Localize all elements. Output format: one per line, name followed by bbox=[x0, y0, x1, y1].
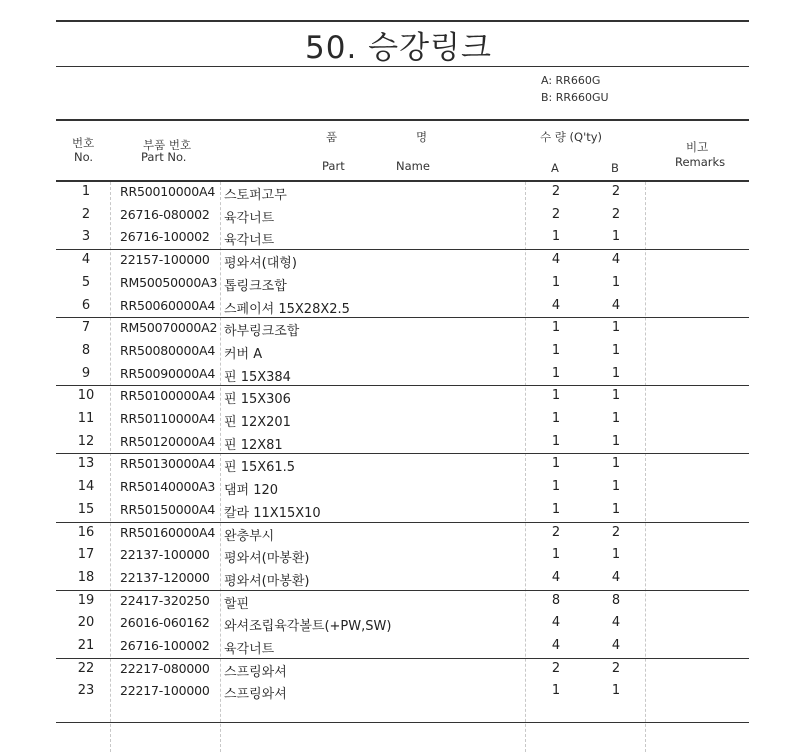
row-number: 6 bbox=[81, 297, 91, 313]
table-row bbox=[56, 499, 747, 522]
row-qty-a: 2 bbox=[551, 184, 561, 199]
row-number: 5 bbox=[81, 274, 91, 290]
row-qty-b: 4 bbox=[611, 638, 621, 653]
row-part-number: RR50080000A4 bbox=[120, 342, 216, 358]
row-part-number: RR50090000A4 bbox=[120, 365, 216, 381]
row-qty-a: 4 bbox=[551, 638, 561, 653]
row-number: 1 bbox=[81, 184, 91, 199]
table-row bbox=[56, 295, 747, 318]
row-qty-b: 1 bbox=[611, 320, 621, 336]
header-remarks-en: Remarks bbox=[675, 155, 726, 169]
row-qty-a: 1 bbox=[551, 683, 561, 699]
table-row bbox=[56, 181, 747, 204]
table-row bbox=[56, 635, 747, 658]
row-number: 8 bbox=[81, 342, 91, 358]
row-qty-b: 2 bbox=[611, 524, 621, 540]
row-qty-b: 1 bbox=[611, 274, 621, 290]
row-part-name: 핀 12X201 bbox=[224, 415, 291, 430]
row-number: 11 bbox=[77, 411, 95, 426]
row-part-name: 톱링크조합 bbox=[224, 278, 287, 294]
row-number: 22 bbox=[77, 660, 95, 676]
header-remarks-ko: 비고 bbox=[686, 140, 709, 154]
row-part-name: 칼라 11X15X10 bbox=[224, 505, 321, 521]
row-qty-a: 1 bbox=[551, 365, 561, 381]
row-part-number: 26716-080002 bbox=[120, 206, 210, 222]
row-qty-b: 4 bbox=[611, 569, 621, 585]
row-part-number: 22417-320250 bbox=[120, 592, 210, 608]
row-qty-a: 1 bbox=[551, 388, 561, 404]
row-qty-b: 4 bbox=[611, 252, 621, 268]
row-part-name: 커버 A bbox=[224, 346, 263, 362]
row-qty-b: 1 bbox=[611, 479, 621, 495]
row-qty-b: 1 bbox=[611, 456, 621, 472]
row-qty-b: 4 bbox=[611, 297, 621, 313]
model-legend bbox=[541, 72, 609, 106]
row-number: 10 bbox=[77, 388, 95, 404]
row-part-name: 육각너트 bbox=[224, 233, 275, 249]
row-part-number: 26016-060162 bbox=[120, 615, 210, 631]
row-qty-a: 4 bbox=[551, 297, 561, 313]
row-part-name: 하부링크조합 bbox=[224, 324, 300, 340]
table-row bbox=[56, 431, 747, 454]
header-qty-b: B bbox=[611, 161, 619, 175]
row-part-number: RR50140000A3 bbox=[120, 479, 216, 495]
row-part-number: 22217-100000 bbox=[120, 683, 210, 699]
header-partno-en: Part No. bbox=[141, 150, 187, 164]
row-qty-b: 8 bbox=[611, 592, 621, 608]
row-number: 17 bbox=[77, 547, 95, 563]
table-row bbox=[56, 317, 747, 340]
row-qty-a: 1 bbox=[551, 456, 561, 472]
table-row bbox=[56, 453, 747, 476]
header-top-rule bbox=[56, 119, 749, 121]
row-part-number: RR50110000A4 bbox=[120, 411, 216, 426]
row-number: 19 bbox=[77, 592, 95, 608]
row-qty-b: 2 bbox=[611, 660, 621, 676]
row-part-number: 22157-100000 bbox=[120, 252, 210, 268]
row-part-name: 핀 15X384 bbox=[224, 369, 291, 385]
row-qty-b: 1 bbox=[611, 501, 621, 517]
row-number: 9 bbox=[81, 365, 91, 381]
row-qty-b: 2 bbox=[611, 206, 621, 222]
row-part-name: 평와셔(마봉환) bbox=[224, 551, 310, 567]
row-qty-a: 1 bbox=[551, 320, 561, 336]
row-number: 20 bbox=[77, 615, 95, 631]
row-part-number: RR50120000A4 bbox=[120, 433, 216, 449]
row-part-name: 육각너트 bbox=[224, 210, 275, 226]
row-qty-b: 1 bbox=[611, 388, 621, 404]
row-part-name: 평와셔(마봉환) bbox=[224, 573, 310, 589]
page-title: 50. 승강링크 bbox=[305, 30, 492, 66]
row-part-number: RR50130000A4 bbox=[120, 456, 216, 472]
row-number: 7 bbox=[81, 320, 91, 336]
row-part-number: 22137-100000 bbox=[120, 547, 210, 563]
header-name-en-2: Name bbox=[396, 159, 430, 173]
row-part-name: 핀 12X81 bbox=[224, 437, 283, 453]
row-qty-b: 1 bbox=[611, 547, 621, 563]
row-qty-a: 1 bbox=[551, 411, 561, 426]
table-row bbox=[56, 590, 747, 613]
row-part-name: 할핀 bbox=[224, 596, 250, 612]
header-name-en-1: Part bbox=[322, 159, 345, 173]
table-row bbox=[56, 226, 747, 249]
row-qty-a: 1 bbox=[551, 342, 561, 358]
row-qty-b: 1 bbox=[611, 683, 621, 699]
row-qty-b: 2 bbox=[611, 184, 621, 199]
row-number: 23 bbox=[77, 683, 95, 699]
row-part-number: 26716-100002 bbox=[120, 229, 210, 245]
row-part-number: 26716-100002 bbox=[120, 638, 210, 653]
row-qty-b: 1 bbox=[611, 342, 621, 358]
row-number: 4 bbox=[81, 252, 91, 268]
row-number: 16 bbox=[77, 524, 95, 540]
header-qty: 수 량 (Q'ty) bbox=[540, 130, 603, 144]
title-underline bbox=[56, 66, 749, 67]
table-row bbox=[56, 476, 747, 499]
row-qty-a: 1 bbox=[551, 547, 561, 563]
row-qty-b: 1 bbox=[611, 365, 621, 381]
row-qty-a: 4 bbox=[551, 252, 561, 268]
table-row bbox=[56, 522, 747, 545]
row-number: 14 bbox=[77, 479, 95, 495]
row-qty-a: 2 bbox=[551, 660, 561, 676]
model-a: A: RR660G bbox=[541, 74, 601, 87]
header-no-en: No. bbox=[74, 150, 94, 164]
table-bottom-rule bbox=[56, 722, 749, 723]
table-row bbox=[56, 204, 747, 227]
row-qty-a: 1 bbox=[551, 274, 561, 290]
table-row bbox=[56, 363, 747, 386]
row-part-number: 22137-120000 bbox=[120, 569, 210, 585]
table-row bbox=[56, 612, 747, 635]
row-number: 13 bbox=[77, 456, 95, 472]
row-part-name: 완충부시 bbox=[224, 528, 275, 544]
row-part-name: 스프링와셔 bbox=[224, 664, 287, 680]
row-qty-a: 1 bbox=[551, 433, 561, 449]
table-row bbox=[56, 567, 747, 590]
row-qty-a: 2 bbox=[551, 524, 561, 540]
row-number: 3 bbox=[81, 229, 91, 245]
row-qty-b: 4 bbox=[611, 615, 621, 631]
row-qty-b: 1 bbox=[611, 229, 621, 245]
table-row bbox=[56, 658, 747, 681]
row-number: 18 bbox=[77, 569, 95, 585]
row-part-name: 핀 15X306 bbox=[224, 392, 291, 408]
row-part-name: 육각너트 bbox=[224, 642, 275, 657]
row-part-number: RR50100000A4 bbox=[120, 388, 216, 404]
row-part-number: RR50060000A4 bbox=[120, 297, 216, 313]
row-qty-b: 1 bbox=[611, 433, 621, 449]
table-row bbox=[56, 408, 747, 431]
row-part-name: 와셔조립육각볼트(+PW,SW) bbox=[224, 619, 392, 635]
row-number: 2 bbox=[81, 206, 91, 222]
row-part-name: 댐퍼 120 bbox=[224, 483, 279, 499]
row-qty-a: 1 bbox=[551, 229, 561, 245]
row-part-name: 스페이셔 15X28X2.5 bbox=[224, 301, 350, 317]
row-qty-a: 2 bbox=[551, 206, 561, 222]
row-part-number: RR50150000A4 bbox=[120, 501, 216, 517]
model-b: B: RR660GU bbox=[541, 91, 609, 104]
table-row bbox=[56, 272, 747, 295]
row-part-number: RM50050000A3 bbox=[120, 274, 218, 290]
row-part-number: RR50160000A4 bbox=[120, 524, 216, 540]
row-qty-b: 1 bbox=[611, 411, 621, 426]
header-name-ko-2: 명 bbox=[416, 130, 428, 144]
header-name-ko-1: 품 bbox=[326, 130, 338, 144]
header-no-ko: 번호 bbox=[72, 136, 95, 150]
row-number: 21 bbox=[77, 638, 95, 653]
row-part-number: RM50070000A2 bbox=[120, 320, 218, 336]
row-part-name: 스토퍼고무 bbox=[224, 188, 287, 203]
row-qty-a: 4 bbox=[551, 615, 561, 631]
row-part-number: 22217-080000 bbox=[120, 660, 210, 676]
table-row bbox=[56, 385, 747, 408]
row-part-name: 스프링와셔 bbox=[224, 687, 287, 703]
row-part-number: RR50010000A4 bbox=[120, 184, 216, 199]
row-part-name: 핀 15X61.5 bbox=[224, 460, 296, 476]
table-row bbox=[56, 544, 747, 567]
header-partno-ko: 부품 번호 bbox=[143, 138, 192, 152]
row-qty-a: 1 bbox=[551, 479, 561, 495]
row-number: 12 bbox=[77, 433, 95, 449]
row-qty-a: 1 bbox=[551, 501, 561, 517]
table-row bbox=[56, 680, 747, 703]
row-qty-a: 4 bbox=[551, 569, 561, 585]
row-qty-a: 8 bbox=[551, 592, 561, 608]
table-row bbox=[56, 249, 747, 272]
row-part-name: 평와셔(대형) bbox=[224, 256, 297, 272]
row-number: 15 bbox=[77, 501, 95, 517]
header-qty-a: A bbox=[551, 161, 559, 175]
table-row bbox=[56, 340, 747, 363]
